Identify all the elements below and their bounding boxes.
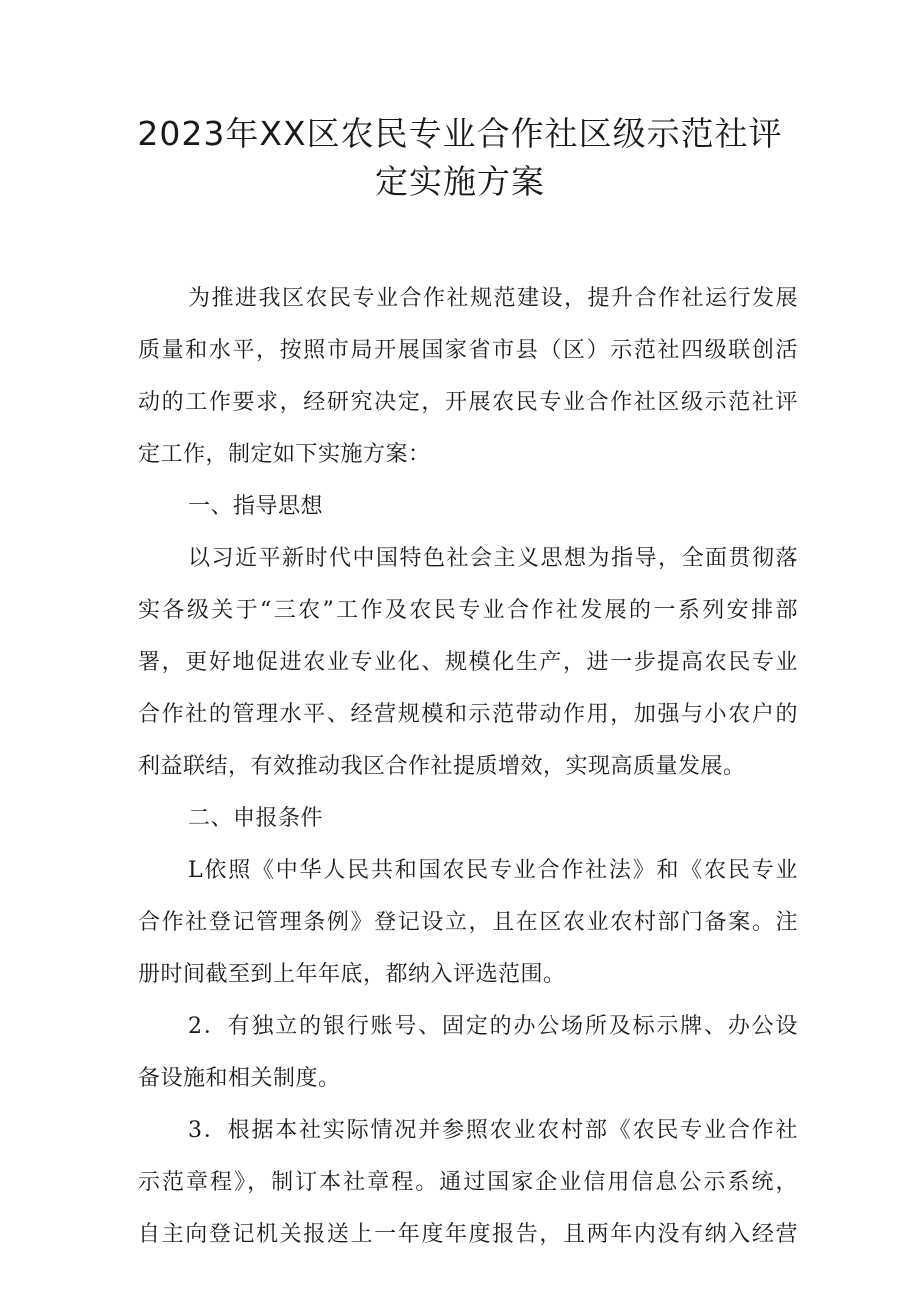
document-title-line-2: 定实施方案 bbox=[375, 162, 545, 201]
section-heading-guiding-ideology: 一、指导思想 bbox=[188, 494, 324, 519]
guiding-paragraph-line: 实各级关于“三农”工作及农民专业合作社发展的一系列安排部 bbox=[138, 598, 798, 623]
intro-paragraph-line: 定工作，制定如下实施方案： bbox=[138, 442, 431, 467]
document-title-line-1: 2023年XX区农民专业合作社区级示范社评 bbox=[137, 114, 783, 153]
section-heading-application-conditions: 二、申报条件 bbox=[188, 806, 324, 831]
condition-1-line: 册时间截至到上年年底，都纳入评选范围。 bbox=[138, 962, 566, 987]
condition-1-line: L依照《中华人民共和国农民专业合作社法》和《农民专业 bbox=[188, 858, 798, 883]
condition-2-line: 2．有独立的银行账号、固定的办公场所及标示牌、办公设 bbox=[188, 1014, 798, 1039]
condition-3-line: 自主向登记机关报送上一年度年度报告，且两年内没有纳入经营 bbox=[138, 1222, 798, 1247]
condition-1-line: 合作社登记管理条例》登记设立，且在区农业农村部门备案。注 bbox=[138, 910, 798, 935]
condition-2-line: 备设施和相关制度。 bbox=[138, 1066, 341, 1091]
guiding-paragraph-line: 署，更好地促进农业专业化、规模化生产，进一步提高农民专业 bbox=[138, 650, 798, 675]
intro-paragraph-line: 质量和水平，按照市局开展国家省市县（区）示范社四级联创活 bbox=[138, 338, 798, 363]
intro-paragraph-line: 为推进我区农民专业合作社规范建设，提升合作社运行发展 bbox=[188, 286, 798, 311]
condition-3-line: 3．根据本社实际情况并参照农业农村部《农民专业合作社 bbox=[188, 1118, 798, 1143]
guiding-paragraph-line: 利益联结，有效推动我区合作社提质增效，实现高质量发展。 bbox=[138, 754, 746, 779]
intro-paragraph-line: 动的工作要求，经研究决定，开展农民专业合作社区级示范社评 bbox=[138, 390, 798, 415]
guiding-paragraph-line: 以习近平新时代中国特色社会主义思想为指导，全面贯彻落 bbox=[188, 546, 798, 571]
condition-3-line: 示范章程》，制订本社章程。通过国家企业信用信息公示系统， bbox=[138, 1170, 798, 1195]
guiding-paragraph-line: 合作社的管理水平、经营规模和示范带动作用，加强与小农户的 bbox=[138, 702, 798, 727]
